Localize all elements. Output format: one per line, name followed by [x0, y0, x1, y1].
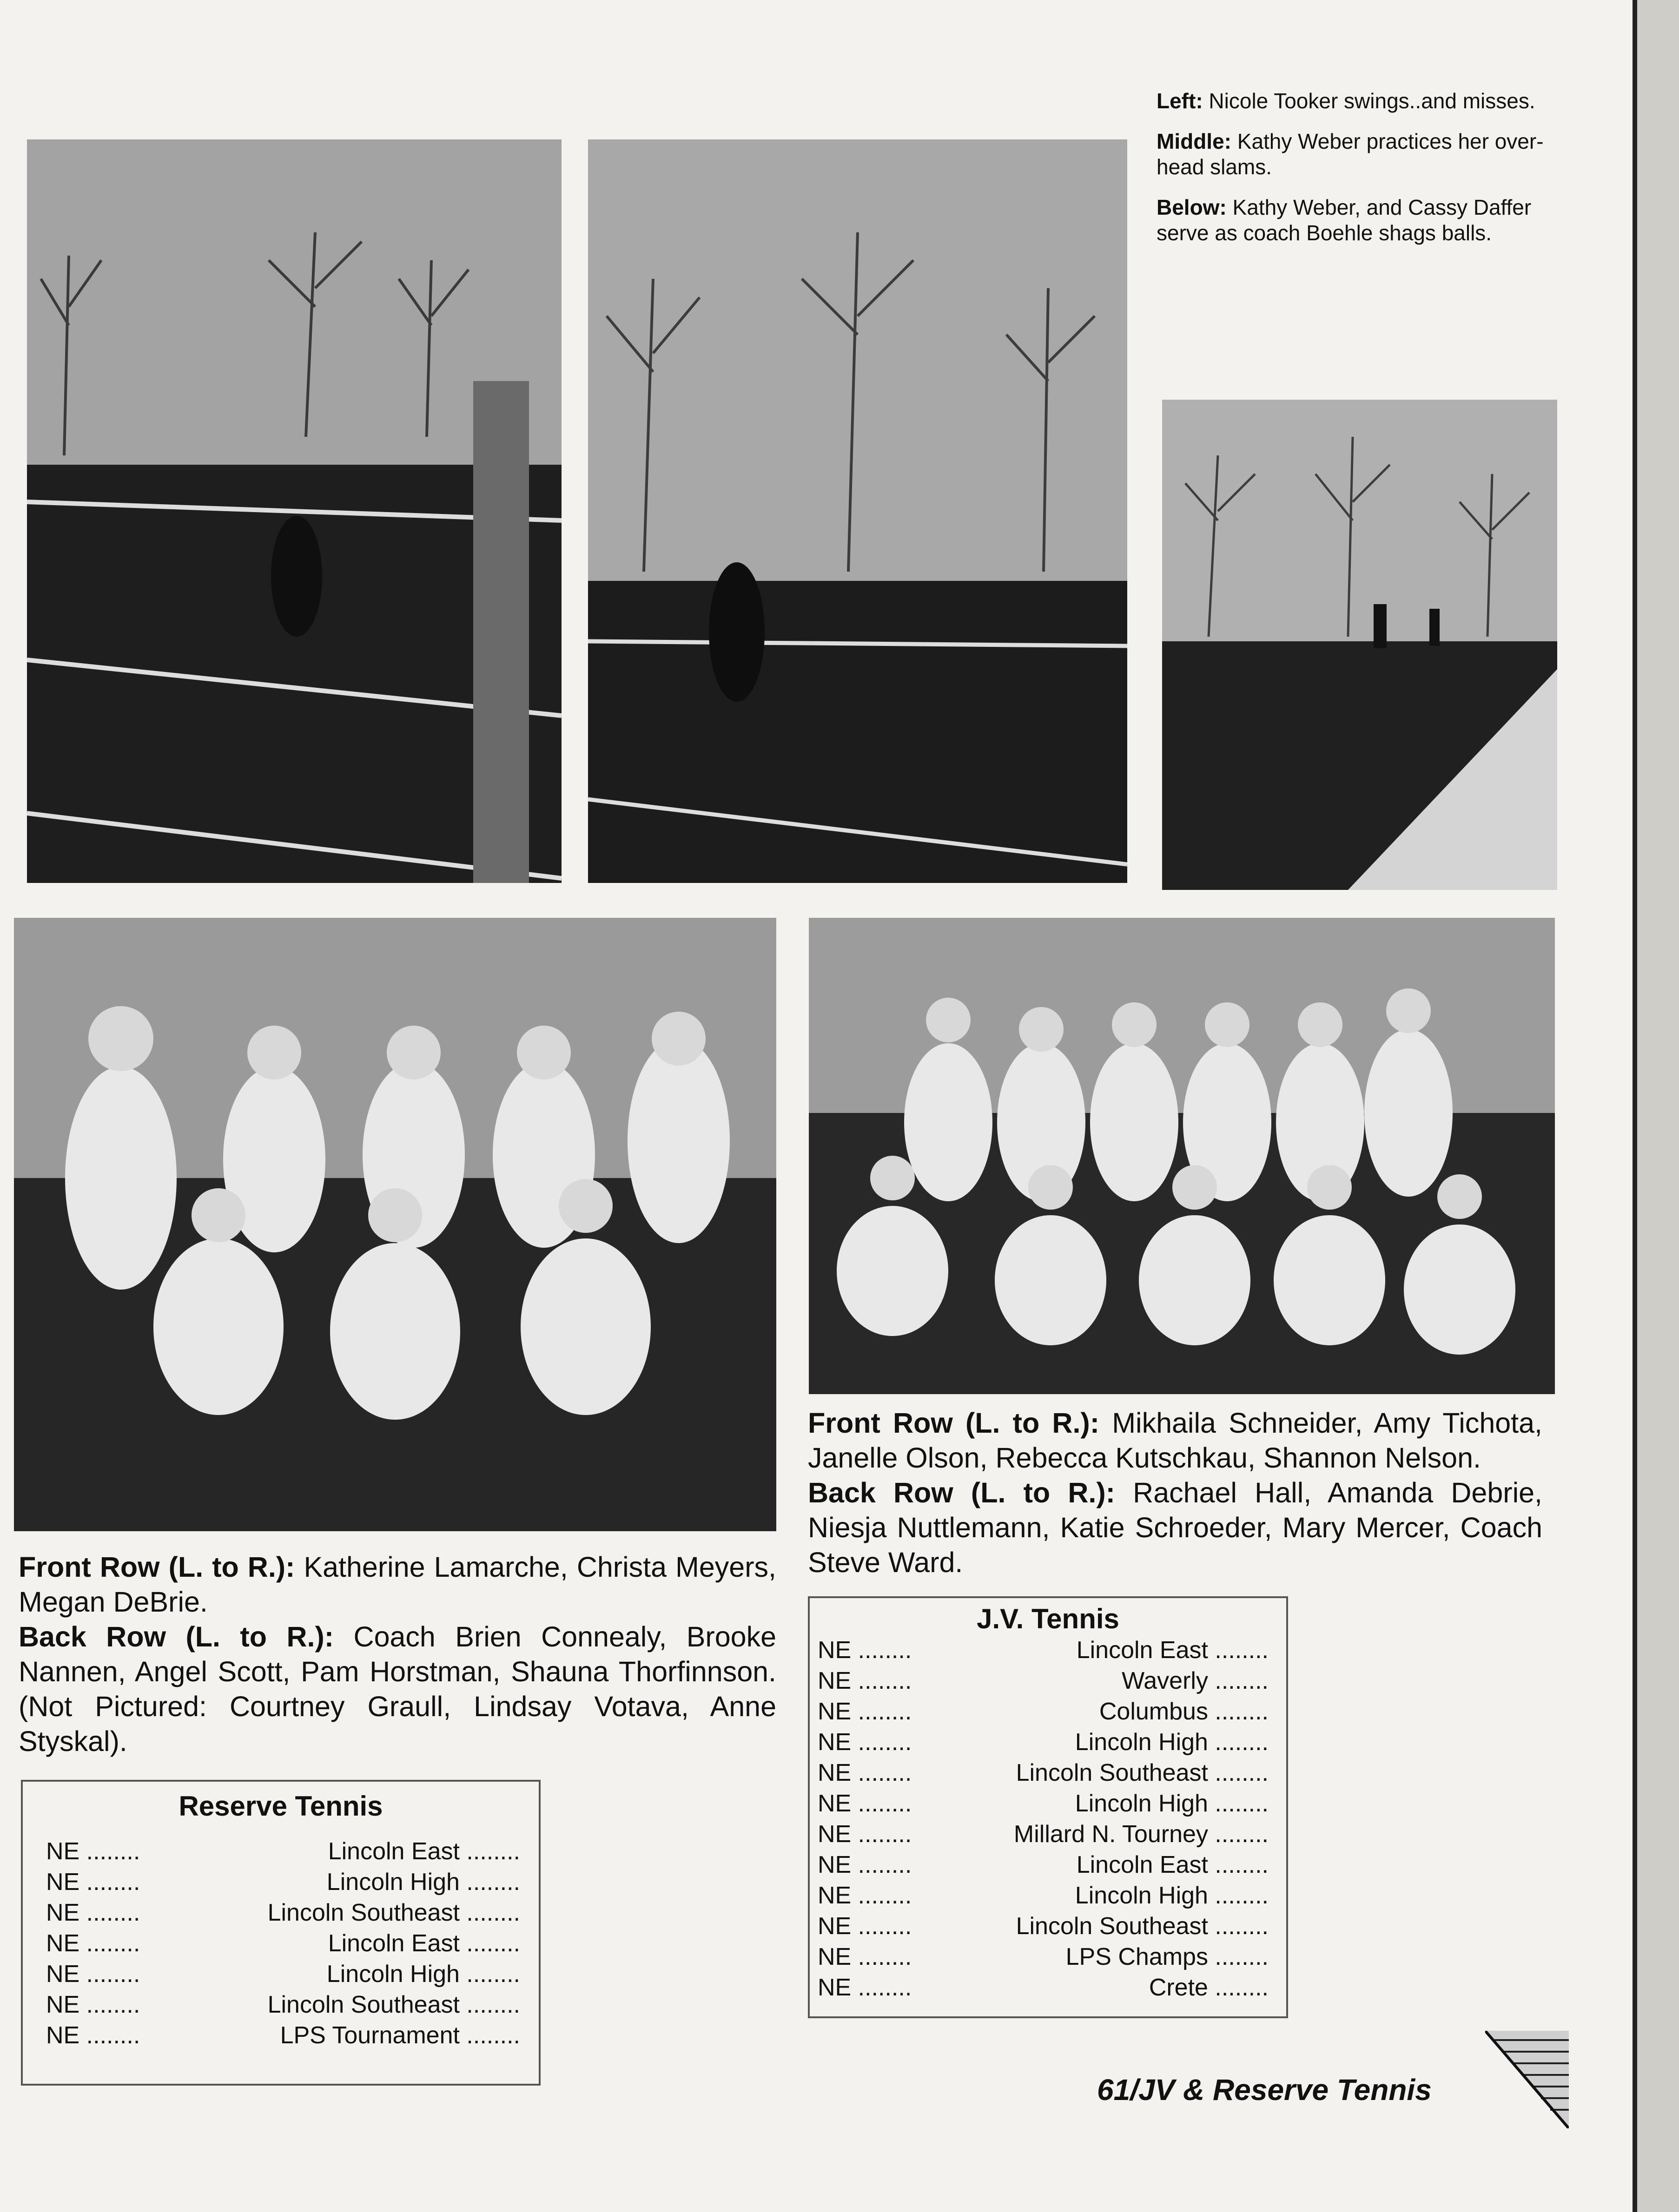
- jv-schedule-title: J.V. Tennis: [977, 1603, 1119, 1634]
- schedule-row: [818, 1911, 1269, 1942]
- jv-front-row-names: Mikhaila Schneider, Amy Tichota, Janelle Olson, Rebecca Kutschkau, Shannon Nelson.: [808, 1407, 1542, 1474]
- schedule-row: [818, 1972, 1269, 2003]
- photo-captions: [1157, 88, 1566, 261]
- schedule-row: [46, 1959, 520, 1989]
- schedule-row: [818, 1942, 1269, 1972]
- schedule-opponent: Lincoln High ........: [1075, 1729, 1269, 1756]
- schedule-team: NE ........: [818, 1974, 912, 2001]
- schedule-row: [818, 1635, 1269, 1666]
- schedule-team: NE ........: [818, 1790, 912, 1817]
- schedule-row: [818, 1758, 1269, 1788]
- schedule-opponent: Lincoln Southeast ........: [267, 1991, 520, 2018]
- photo-reserve-team-group: [14, 918, 776, 1531]
- schedule-team: NE ........: [46, 1838, 140, 1865]
- schedule-opponent: Lincoln East ........: [328, 1930, 520, 1957]
- schedule-row: [818, 1819, 1269, 1850]
- schedule-opponent: Lincoln High ........: [1075, 1882, 1269, 1909]
- schedule-opponent: Lincoln East ........: [1076, 1851, 1269, 1878]
- schedule-team: NE ........: [818, 1913, 912, 1940]
- jv-back-row-label: Back Row (L. to R.):: [808, 1477, 1115, 1508]
- schedule-team: NE ........: [818, 1882, 912, 1909]
- schedule-row: [46, 1836, 520, 1867]
- schedule-team: NE ........: [818, 1943, 912, 1970]
- photo-middle-overhead-slam: [588, 139, 1127, 883]
- schedule-opponent: LPS Tournament ........: [280, 2022, 520, 2049]
- schedule-opponent: Waverly ........: [1122, 1667, 1269, 1694]
- schedule-team: NE ........: [818, 1637, 912, 1664]
- jv-schedule-box: [808, 1596, 1288, 2018]
- schedule-row: [818, 1880, 1269, 1911]
- schedule-row: [818, 1666, 1269, 1696]
- reserve-front-row-label: Front Row (L. to R.):: [19, 1551, 295, 1583]
- schedule-team: NE ........: [818, 1851, 912, 1878]
- page-binding-edge: [1633, 0, 1679, 2212]
- schedule-opponent: Lincoln High ........: [326, 1961, 520, 1988]
- page-footer-label: 61/JV & Reserve Tennis: [1097, 2073, 1432, 2107]
- photo-right-serve-practice: [1162, 400, 1557, 890]
- schedule-row: [46, 1867, 520, 1897]
- caption-middle: Middle: Kathy Weber practices her over-head slams.: [1157, 129, 1544, 179]
- schedule-opponent: Lincoln East ........: [1076, 1637, 1269, 1664]
- reserve-schedule-title: Reserve Tennis: [178, 1791, 383, 1822]
- reserve-back-row-label: Back Row (L. to R.):: [19, 1621, 334, 1652]
- schedule-team: NE ........: [46, 1991, 140, 2018]
- schedule-row: [46, 1989, 520, 2020]
- photo-left-tennis-swing: [27, 139, 562, 883]
- schedule-opponent: Lincoln High ........: [326, 1869, 520, 1896]
- reserve-schedule-box: [21, 1780, 541, 2086]
- schedule-row: [46, 2020, 520, 2051]
- jv-schedule-table: [818, 1635, 1269, 2003]
- reserve-schedule-table: [46, 1836, 520, 2051]
- jv-roster-caption: [808, 1406, 1542, 1580]
- schedule-team: NE ........: [46, 2022, 140, 2049]
- schedule-row: [818, 1727, 1269, 1758]
- reserve-front-row-names: Katherine Lamarche, Christa Meyers, Megan DeBrie.: [19, 1551, 776, 1618]
- schedule-team: NE ........: [818, 1698, 912, 1725]
- schedule-team: NE ........: [46, 1869, 140, 1896]
- schedule-opponent: Millard N. Tourney ........: [1013, 1821, 1269, 1848]
- schedule-team: NE ........: [818, 1667, 912, 1694]
- photo-jv-team-group: [809, 918, 1555, 1394]
- reserve-back-row-names: Coach Brien Connealy, Brooke Nannen, Angel Scott, Pam Horstman, Shauna Thorfinnson. (Not Pictured: Courtney Graull, Lindsay Votava, Anne Styskal).: [19, 1621, 776, 1757]
- schedule-row: [818, 1696, 1269, 1727]
- schedule-opponent: Columbus ........: [1099, 1698, 1269, 1725]
- caption-below: Below: Kathy Weber, and Cassy Daffer serve as coach Boehle shags balls.: [1157, 195, 1532, 245]
- schedule-row: [46, 1928, 520, 1959]
- schedule-opponent: Lincoln Southeast ........: [1016, 1913, 1269, 1940]
- schedule-row: [818, 1850, 1269, 1880]
- schedule-opponent: Lincoln Southeast ........: [267, 1899, 520, 1926]
- schedule-opponent: Crete ........: [1149, 1974, 1269, 2001]
- schedule-team: NE ........: [818, 1729, 912, 1756]
- jv-back-row-names: Rachael Hall, Amanda Debrie, Niesja Nuttlemann, Katie Schroeder, Mary Mercer, Coach Steve Ward.: [808, 1477, 1542, 1578]
- schedule-team: NE ........: [818, 1821, 912, 1848]
- reserve-roster-caption: [19, 1550, 776, 1759]
- schedule-team: NE ........: [818, 1759, 912, 1786]
- schedule-opponent: Lincoln East ........: [328, 1838, 520, 1865]
- schedule-team: NE ........: [46, 1899, 140, 1926]
- caption-left: Left: Nicole Tooker swings..and misses.: [1157, 89, 1535, 113]
- schedule-row: [46, 1897, 520, 1928]
- schedule-row: [818, 1788, 1269, 1819]
- corner-brick-graphic: [1485, 2031, 1569, 2128]
- schedule-opponent: LPS Champs ........: [1065, 1943, 1269, 1970]
- schedule-team: NE ........: [46, 1930, 140, 1957]
- jv-front-row-label: Front Row (L. to R.):: [808, 1407, 1100, 1439]
- schedule-opponent: Lincoln Southeast ........: [1016, 1759, 1269, 1786]
- schedule-opponent: Lincoln High ........: [1075, 1790, 1269, 1817]
- schedule-team: NE ........: [46, 1961, 140, 1988]
